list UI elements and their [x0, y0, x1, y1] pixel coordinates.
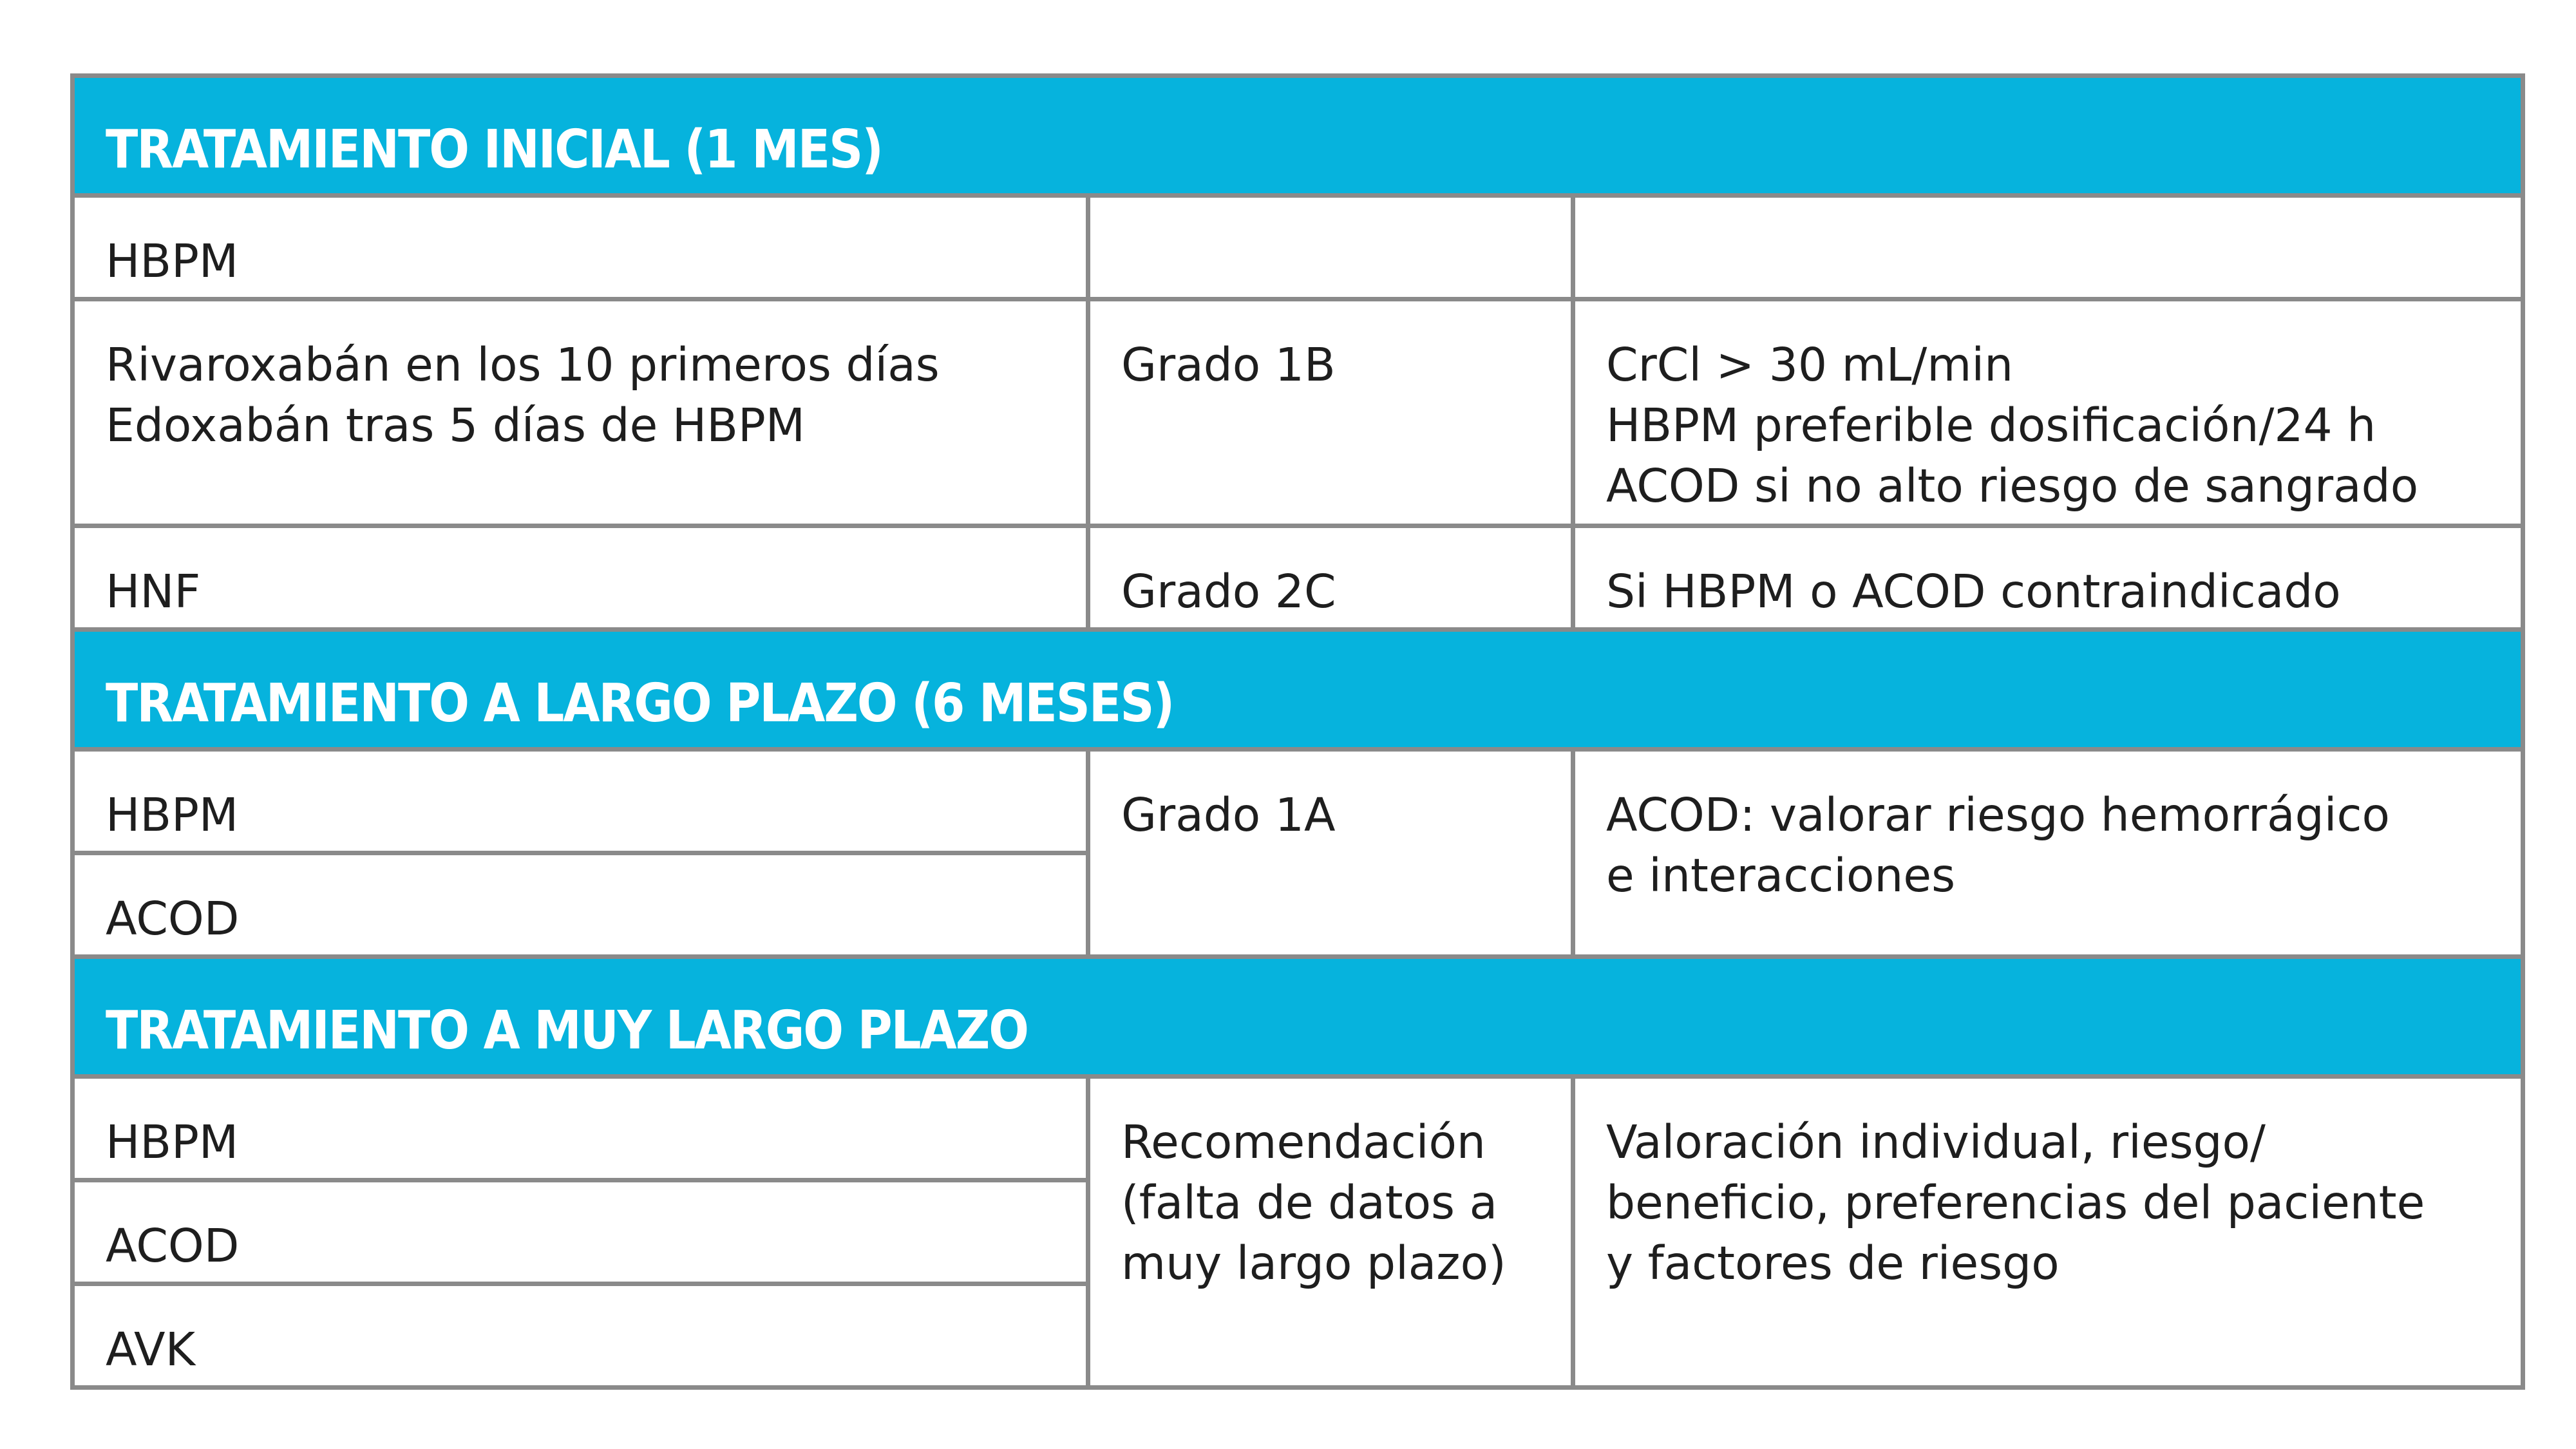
treatment-cell	[73, 1180, 1088, 1284]
section-header-very-long-term	[73, 957, 2523, 1077]
table-row	[73, 1077, 2523, 1180]
table-row	[73, 526, 2523, 630]
section-title: TRATAMIENTO A MUY LARGO PLAZO	[73, 957, 2523, 1077]
grade-cell	[1088, 526, 1573, 630]
notes-cell	[1573, 196, 2523, 299]
treatment-text: HNF	[106, 565, 201, 618]
treatment-cell	[73, 853, 1088, 957]
table-row	[73, 299, 2523, 526]
grade-text: Grado 1B	[1121, 338, 1336, 392]
treatment-text: HBPM	[106, 788, 239, 842]
grade-text: Grado 1A	[1121, 788, 1336, 842]
treatment-cell	[73, 1284, 1088, 1388]
notes-text: Valoración individual, riesgo/	[1606, 1115, 2266, 1169]
grade-cell	[1088, 196, 1573, 299]
grade-cell	[1088, 299, 1573, 526]
section-title: TRATAMIENTO INICIAL (1 MES)	[73, 76, 2523, 196]
notes-cell	[1573, 1077, 2523, 1388]
section-header-initial	[73, 76, 2523, 196]
notes-text: Si HBPM o ACOD contraindicado	[1606, 565, 2341, 618]
section-title: TRATAMIENTO A LARGO PLAZO (6 MESES)	[73, 630, 2523, 750]
treatment-cell	[73, 299, 1088, 526]
notes-text: e interacciones	[1606, 849, 1956, 902]
treatment-cell	[73, 526, 1088, 630]
grade-text: (falta de datos a	[1121, 1176, 1498, 1229]
table-row	[73, 196, 2523, 299]
grade-text: muy largo plazo)	[1121, 1236, 1506, 1290]
treatment-cell	[73, 1077, 1088, 1180]
treatment-text: ACOD	[106, 892, 240, 945]
notes-text: ACOD si no alto riesgo de sangrado	[1606, 459, 2419, 513]
treatment-text: HBPM	[106, 1115, 239, 1169]
notes-text: CrCl > 30 mL/min	[1606, 338, 2014, 392]
grade-cell	[1088, 750, 1573, 957]
notes-text: y factores de riesgo	[1606, 1236, 2060, 1290]
treatment-table	[70, 73, 2525, 1390]
treatment-text: HBPM	[106, 234, 239, 288]
grade-cell	[1088, 1077, 1573, 1388]
treatment-text: ACOD	[106, 1219, 240, 1273]
section-header-long-term	[73, 630, 2523, 750]
treatment-cell	[73, 750, 1088, 853]
treatment-cell	[73, 196, 1088, 299]
notes-text: beneficio, preferencias del paciente	[1606, 1176, 2425, 1229]
treatment-text: Rivaroxabán en los 10 primeros días	[106, 338, 940, 392]
grade-text: Grado 2C	[1121, 565, 1336, 618]
treatment-text: AVK	[106, 1323, 196, 1376]
treatment-text: Edoxabán tras 5 días de HBPM	[106, 399, 806, 452]
notes-text: HBPM preferible dosificación/24 h	[1606, 399, 2376, 452]
notes-cell	[1573, 526, 2523, 630]
grade-text: Recomendación	[1121, 1115, 1486, 1169]
notes-cell	[1573, 750, 2523, 957]
table-row	[73, 750, 2523, 853]
notes-cell	[1573, 299, 2523, 526]
notes-text: ACOD: valorar riesgo hemorrágico	[1606, 788, 2390, 842]
